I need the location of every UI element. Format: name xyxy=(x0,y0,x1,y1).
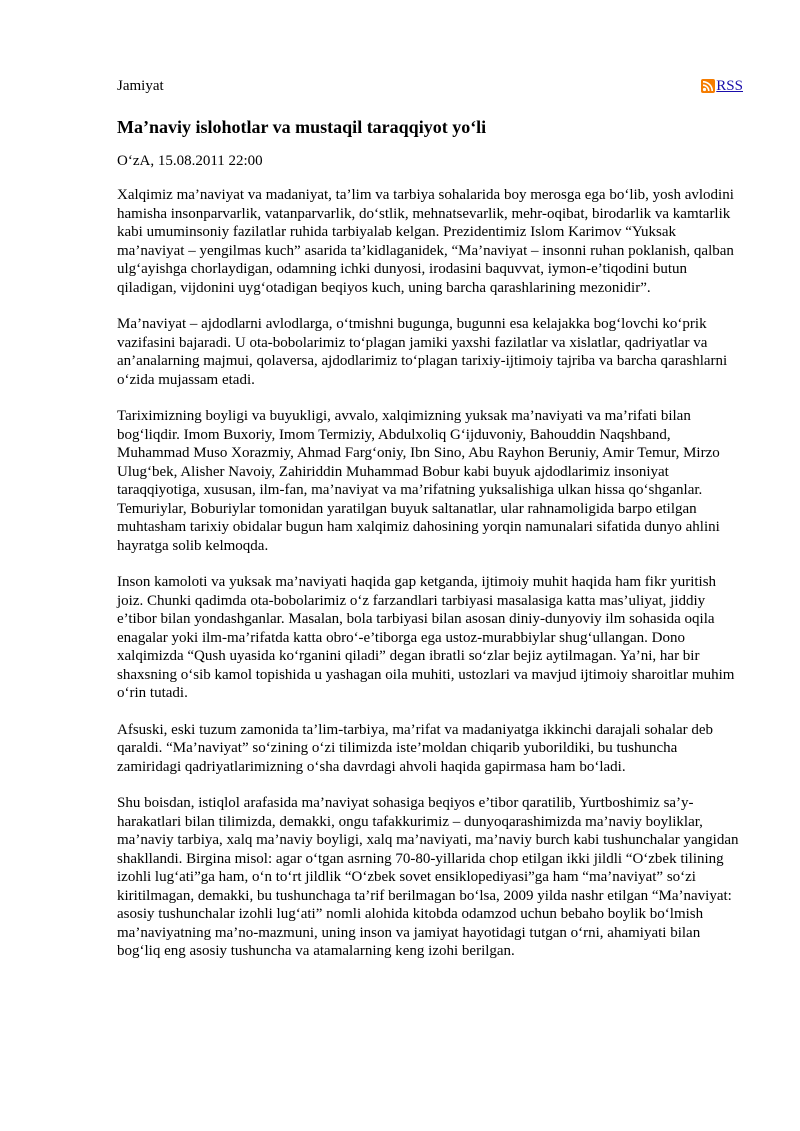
article-meta: O‘zA, 15.08.2011 22:00 xyxy=(117,153,263,169)
article-paragraph: Xalqimiz ma’naviyat va madaniyat, ta’lim va tarbiya sohalarida boy merosga ega bo‘lib, yosh avlodini hamisha insonparvarlik, vatanparvarlik, do‘stlik, mehnatsevarlik, mehr-oqibat, birodarlik va kamtarlik kabi umuminsoniy fazilatlar ruhida tarbiyalab kelgan. Prezidentimiz Islom Karimov “Yuksak ma’naviyat – yengilmas kuch” asarida ta’kidlaganidek, “Ma’naviyat – insonni ruhan poklanish, qalban ulg‘ayishga chorlaydigan, odamning ichki dunyosi, irodasini baquvvat, iymon-e’tiqodini butun qiladigan, vijdonini uyg‘otadigan beqiyos kuch, uning barcha qarashlarining mezonidir”. xyxy=(117,187,734,296)
article-paragraph: Afsuski, eski tuzum zamonida ta’lim-tarbiya, ma’rifat va madaniyatga ikkinchi darajali sohalar deb qaraldi. “Ma’naviyat” so‘zining o‘zi tilimizda iste’moldan chiqarib yuborildiki, bu tushuncha zamiridagi qadriyatlarimizning o‘sha davrdagi ahvoli haqida gapirmasa ham bo‘ladi. xyxy=(117,721,714,775)
article-paragraph: Tariximizning boyligi va buyukligi, avvalo, xalqimizning yuksak ma’naviyati va ma’rifati bilan bog‘liqdir. Imom Buxoriy, Imom Termiziy, Abdulxoliq G‘ijduvoniy, Bahouddin Naqshband, Muhammad Muso Xorazmiy, Ahmad Farg‘oniy, Ibn Sino, Abu Rayhon Beruniy, Amir Temur, Mirzo Ulug‘bek, Alisher Navoiy, Zahiriddin Muhammad Bobur kabi buyuk ajdodlarimiz insoniyat taraqqiyotiga, xususan, ilm-fan, ma’naviyat va ma’rifatning yuksalishiga ulkan hissa qo‘shganlar. Temuriylar, Boburiylar tomonidan yaratilgan buyuk saltanatlar, ular rahnamoligida barpo etilgan muhtasham tarixiy obidalar bugun ham xalqimiz dahosining yorqin namunalari sifatida dunyo ahlini hayratga solib kelmoqda. xyxy=(117,408,720,554)
article-body xyxy=(117,186,743,961)
article-paragraph: Inson kamoloti va yuksak ma’naviyati haqida gap ketganda, ijtimoiy muhit haqida ham fikr yuritish joiz. Chunki qadimda ota-bobolarimiz o‘z farzandlari tarbiyasi masalasiga katta mas’uliyat, jiddiy e’tibor bilan yondashganlar. Masalan, bola tarbiyasi bilan asosan diniy-dunyoviy ilm sohasida oqila enagalar yoki ilm-ma’rifatda katta obro‘-e’tiborga ega ustoz-murabbiylar shug‘ullangan. Dono xalqimizda “Qush uyasida ko‘rganini qiladi” degan ibratli so‘zlar bejiz aytilmagan. Ya’ni, har bir shaxsning o‘sib kamol topishida u yashagan oila muhiti, ustozlari va mavjud ijtimoiy sharoitlar muhim o‘rin tutadi. xyxy=(117,574,735,701)
rss-link[interactable] xyxy=(701,77,743,95)
category-label: Jamiyat xyxy=(117,78,164,94)
page-header xyxy=(117,0,743,96)
article-paragraph: Shu boisdan, istiqlol arafasida ma’naviyat sohasiga beqiyos e’tibor qaratilib, Yurtboshimiz sa’y-harakatlari bilan tilimizda, demakki, ongu tafakkurimiz – dunyoqarashimizda ma’naviy boyliklar, ma’naviy tarbiya, xalq ma’naviy boyligi, xalq ma’naviyati, ma’naviy burch kabi tushunchalar yangidan shakllandi. Birgina misol: agar o‘tgan asrning 70-80-yillarida chop etilgan ikki jildli “O‘zbek tilining izohli lug‘ati”ga ham, o‘n to‘rt jildlik “O‘zbek sovet ensiklopediyasi”ga ham “ma’naviyat” so‘zi kiritilmagan, demakki, bu tushunchaga ta’rif berilmagan bo‘lsa, 2009 yilda nashr etilgan “Ma’naviyat: asosiy tushunchalar izohli lug‘ati” nomli alohida kitobda odamzod uchun bebaho boylik bo‘lmish ma’naviyatning ma’no-mazmuni, uning inson va jamiyat hayotidagi tutgan o‘rni, ahamiyati bilan bog‘liq eng asosiy tushuncha va atamalarning keng izohi berilgan. xyxy=(117,795,739,959)
article-title: Ma’naviy islohotlar va mustaqil taraqqiyot yo‘li xyxy=(117,117,487,137)
rss-feed-icon xyxy=(701,79,715,93)
page xyxy=(117,0,743,979)
rss-label: RSS xyxy=(716,78,743,94)
article-paragraph: Ma’naviyat – ajdodlarni avlodlarga, o‘tmishni bugunga, bugunni esa kelajakka bog‘lovchi ko‘prik vazifasini bajaradi. U ota-bobolarimiz to‘plagan jamiki yaxshi fazilatlar va xislatlar, qadriyatlar va an’analarning majmui, qolaversa, ajdodlarimiz to‘plagan tarixiy-ijtimoiy tajriba va barcha qarashlarni o‘zida mujassam etadi. xyxy=(117,316,728,388)
